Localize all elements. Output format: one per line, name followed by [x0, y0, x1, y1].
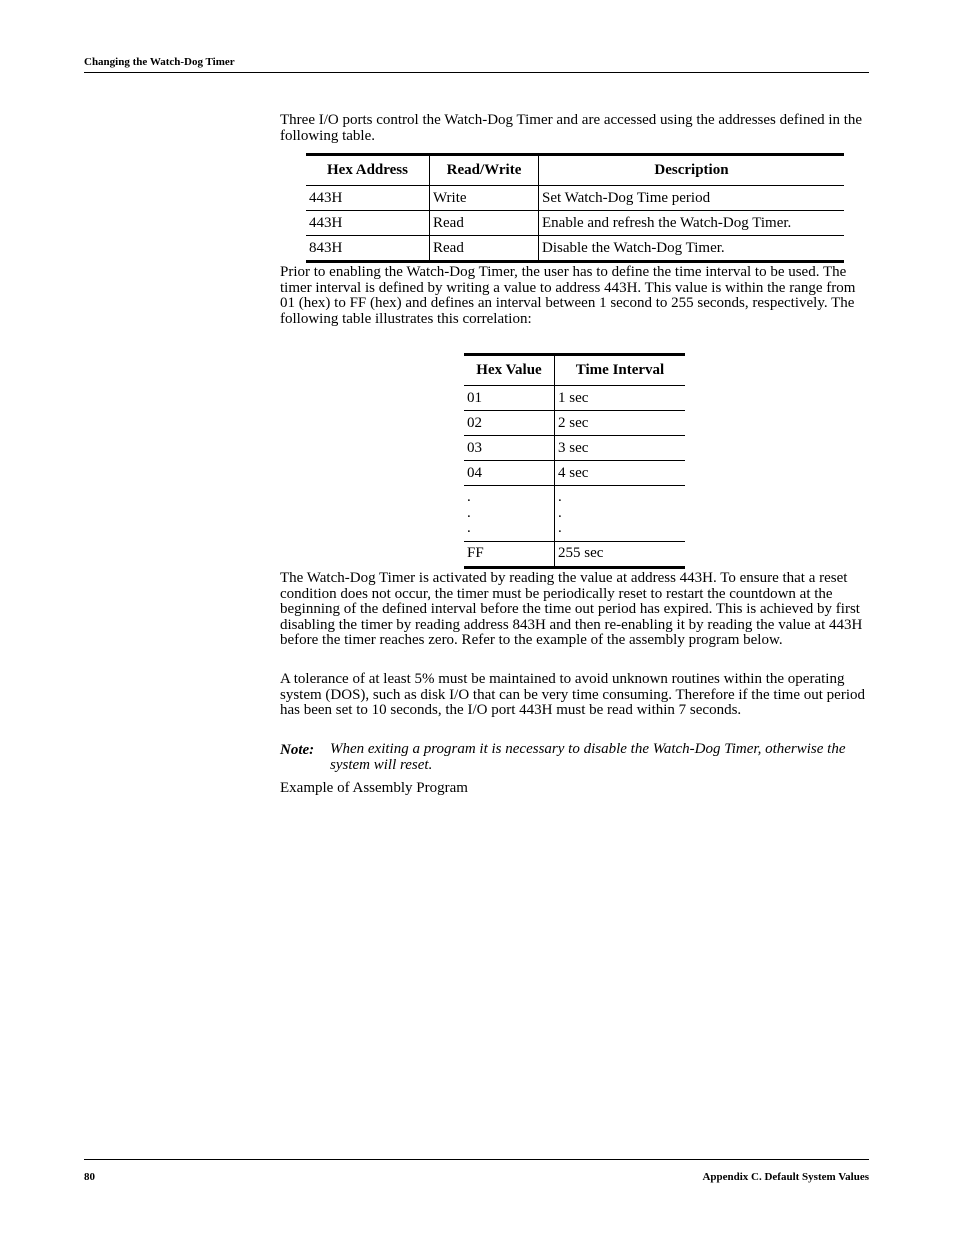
port-table-header: Read/Write	[430, 155, 539, 186]
table-cell: 3 sec	[555, 436, 686, 461]
table-cell: FF	[464, 541, 555, 567]
table-cell: 02	[464, 411, 555, 436]
table-cell: 2 sec	[555, 411, 686, 436]
interval-paragraph: Prior to enabling the Watch-Dog Timer, the user has to define the time interval to be used. The timer interval is defined by writing a value to address 443H. This value is within the range from 01 (hex) to FF (hex) and defines an interval between 1 second to 255 seconds, respectively. The following table illustrates this correlation:	[280, 264, 856, 327]
running-header	[84, 56, 869, 68]
port-table-header: Description	[539, 155, 845, 186]
interval-table-header: Time Interval	[555, 355, 686, 386]
table-cell: 04	[464, 461, 555, 486]
activation-paragraph: The Watch-Dog Timer is activated by reading the value at address 443H. To ensure that a reset condition does not occur, the timer must be periodically reset to restart the countdown at the beginning of the defined interval before the time out period has expired. This is achieved by first disabling the timer by reading address 843H and then re-enabling it by reading the value at 443H before the timer reaches zero. Refer to the example of the assembly program below.	[280, 570, 863, 649]
ellipsis-cell: . . .	[555, 486, 686, 542]
port-table-header: Hex Address	[306, 155, 430, 186]
header-title: Changing the Watch-Dog Timer	[84, 56, 235, 68]
example-label: Example of Assembly Program	[280, 780, 468, 796]
ellipsis-cell: . . .	[464, 486, 555, 542]
ellipsis-row	[464, 486, 685, 542]
table-cell: 843H	[306, 236, 430, 262]
table-cell: 443H	[306, 211, 430, 236]
tolerance-paragraph: A tolerance of at least 5% must be maintained to avoid unknown routines within the operating system (DOS), such as disk I/O that can be very time consuming. Therefore if the time out period has been set to 10 seconds, the I/O port 443H must be read within 7 seconds.	[280, 671, 865, 719]
table-cell: 1 sec	[555, 386, 686, 411]
table-cell: 443H	[306, 186, 430, 211]
header-rule	[84, 72, 869, 73]
table-row	[306, 236, 844, 262]
table-cell: Write	[430, 186, 539, 211]
table-cell: Set Watch-Dog Time period	[539, 186, 845, 211]
note-text: When exiting a program it is necessary to disable the Watch-Dog Timer, otherwise the system will reset.	[330, 741, 846, 773]
table-cell: Disable the Watch-Dog Timer.	[539, 236, 845, 262]
table-cell: 255 sec	[555, 541, 686, 567]
page-number: 80	[84, 1171, 95, 1183]
interval-table	[464, 353, 685, 569]
footer-rule	[84, 1159, 869, 1160]
table-row	[464, 541, 685, 567]
intro-paragraph: Three I/O ports control the Watch-Dog Timer and are accessed using the addresses defined in the following table.	[280, 112, 863, 144]
table-cell: Read	[430, 236, 539, 262]
note-label: Note:	[280, 742, 315, 758]
port-table	[306, 153, 844, 263]
table-row	[464, 411, 685, 436]
table-row	[464, 461, 685, 486]
table-row	[306, 186, 844, 211]
running-footer	[84, 1171, 869, 1183]
table-row	[464, 386, 685, 411]
table-cell: 03	[464, 436, 555, 461]
table-row	[464, 436, 685, 461]
interval-table-header: Hex Value	[464, 355, 555, 386]
table-cell: Enable and refresh the Watch-Dog Timer.	[539, 211, 845, 236]
table-cell: Read	[430, 211, 539, 236]
footer-section: Appendix C. Default System Values	[702, 1171, 869, 1183]
table-cell: 01	[464, 386, 555, 411]
table-cell: 4 sec	[555, 461, 686, 486]
table-row	[306, 211, 844, 236]
